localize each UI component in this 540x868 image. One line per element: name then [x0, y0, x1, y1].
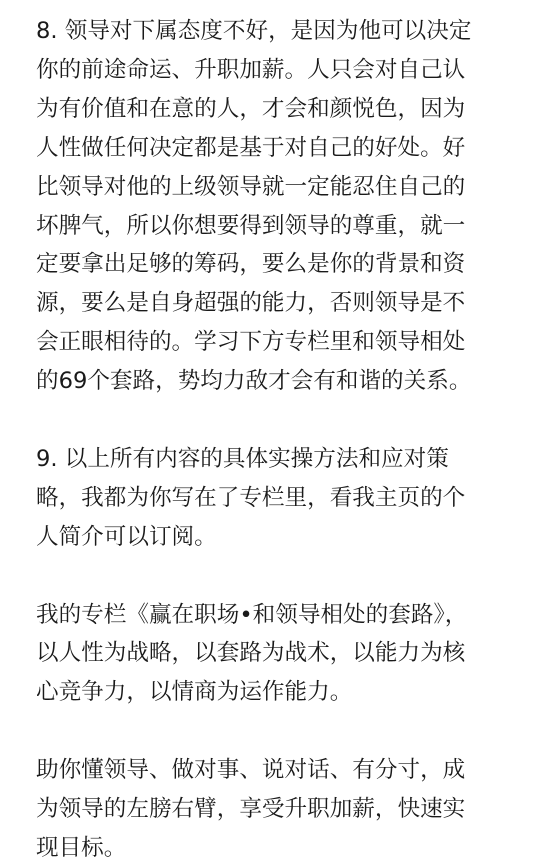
text-line: 现目标。 [36, 834, 127, 861]
paragraph-spacer [36, 557, 534, 596]
text-line: 比领导对他的上级领导就一定能忍住自己的 [36, 173, 466, 200]
text-line: 为有价值和在意的人，才会和颜悦色，因为 [36, 95, 466, 122]
text-line: 人性做任何决定都是基于对自己的好处。好 [36, 134, 466, 161]
text-line: 助你懂领导、做对事、说对话、有分寸，成 [36, 757, 466, 784]
text-line: 心竞争力，以情商为运作能力。 [36, 679, 353, 706]
text-line: 9. 以上所有内容的具体实操方法和应对策 [36, 445, 449, 472]
paragraph-spacer [36, 712, 534, 751]
text-line: 以人性为战略，以套路为战术，以能力为核 [36, 640, 466, 667]
text-line: 我的专栏《赢在职场•和领导相处的套路》， [36, 601, 468, 628]
text-line: 人简介可以订阅。 [36, 523, 217, 550]
paragraph-point-9 [36, 440, 534, 557]
paragraph-point-8 [36, 12, 534, 401]
text-line: 坏脾气，所以你想要得到领导的尊重，就一 [36, 212, 466, 239]
text-line: 定要拿出足够的筹码，要么是你的背景和资 [36, 251, 466, 278]
paragraph-spacer [36, 401, 534, 440]
paragraph-column-intro [36, 596, 534, 713]
text-line: 8. 领导对下属态度不好，是因为他可以决定 [36, 18, 472, 44]
article-body [36, 12, 534, 868]
text-line: 为领导的左膀右臂，享受升职加薪，快速实 [36, 796, 466, 823]
text-line: 的69个套路，势均力敌才会有和谐的关系。 [36, 368, 472, 395]
text-line: 略，我都为你写在了专栏里，看我主页的个 [36, 484, 466, 511]
text-line: 源，要么是自身超强的能力，否则领导是不 [36, 290, 466, 317]
text-line: 你的前途命运、升职加薪。人只会对自己认 [36, 56, 466, 83]
paragraph-benefits [36, 751, 534, 868]
text-line: 会正眼相待的。学习下方专栏里和领导相处 [36, 329, 466, 356]
